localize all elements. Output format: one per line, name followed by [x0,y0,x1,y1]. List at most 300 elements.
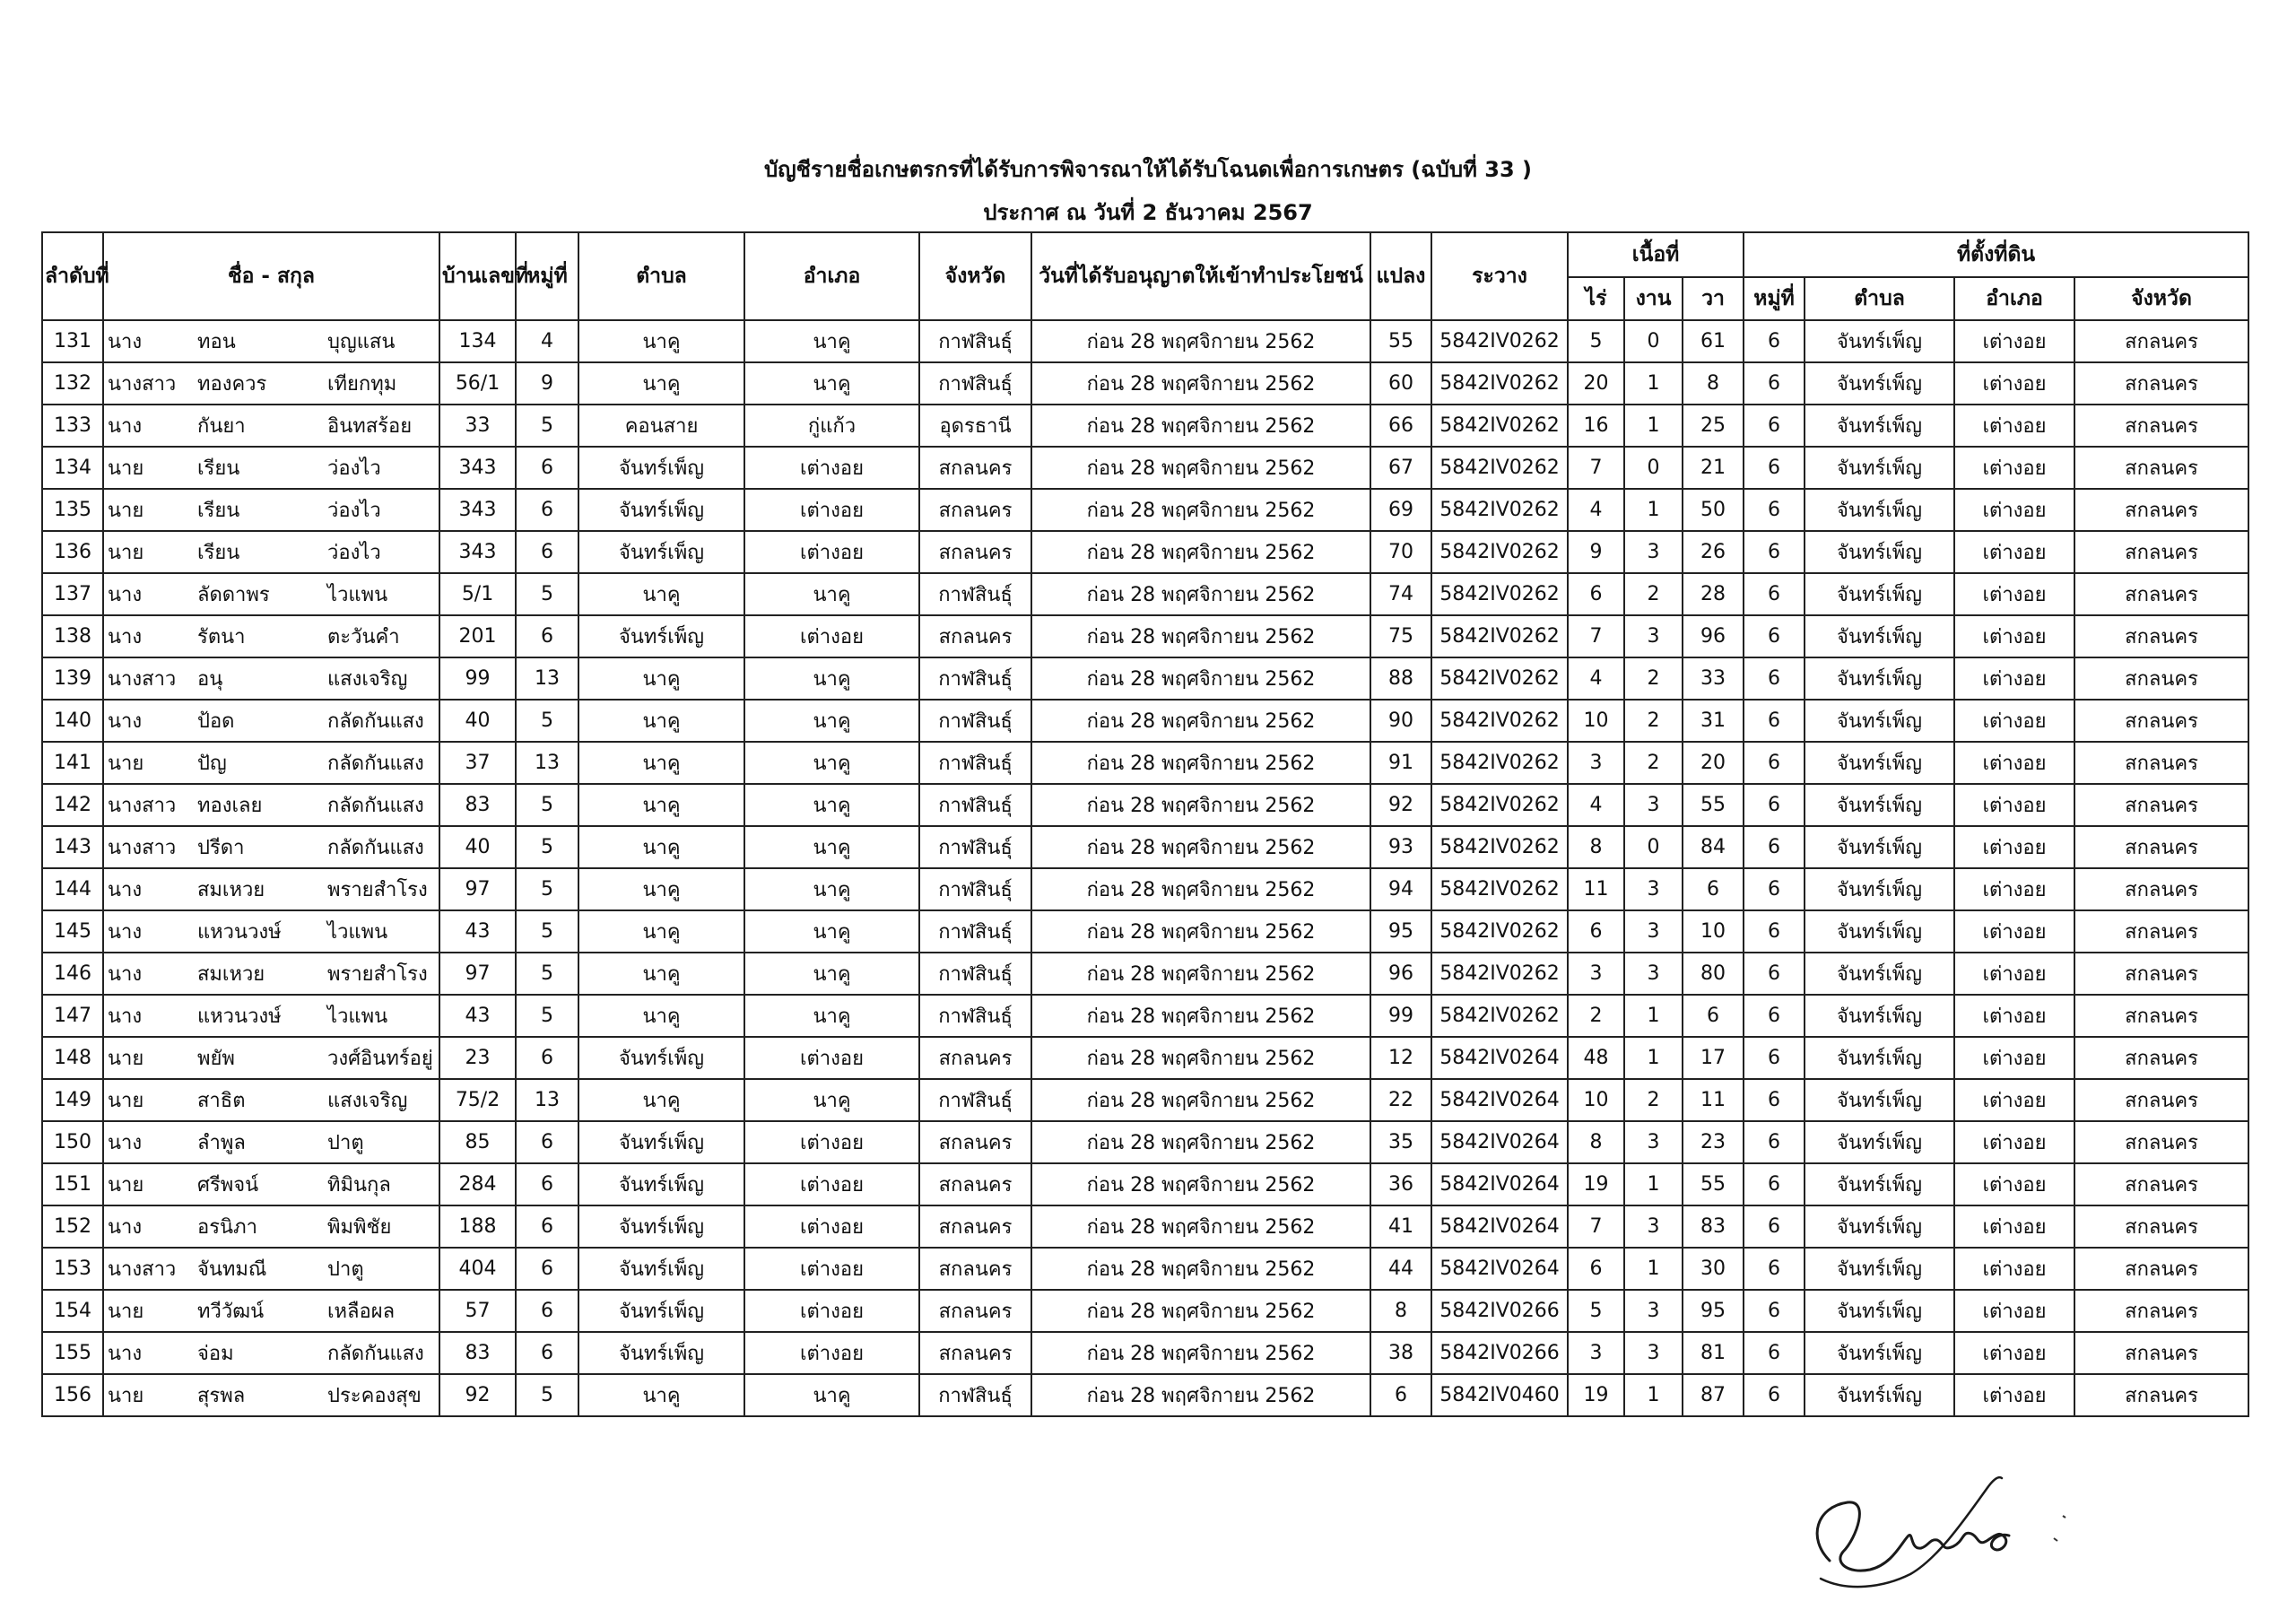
cell-title: นาย [103,1374,188,1416]
cell-wa: 87 [1683,1374,1744,1416]
cell-land-amphoe: เต่างอย [1954,405,2074,447]
cell-land-amphoe: เต่างอย [1954,362,2074,405]
cell-land-moo: 6 [1744,995,1805,1037]
cell-land-tambon: จันทร์เพ็ญ [1805,1290,1954,1332]
table-row [42,826,2248,868]
cell-no: 138 [42,615,103,657]
cell-land-amphoe: เต่างอย [1954,1037,2074,1079]
cell-wa: 28 [1683,573,1744,615]
cell-wa: 33 [1683,657,1744,700]
cell-land-amphoe: เต่างอย [1954,1205,2074,1248]
cell-tambon: จันทร์เพ็ญ [578,1163,744,1205]
table-row [42,784,2248,826]
cell-land-tambon: จันทร์เพ็ญ [1805,573,1954,615]
cell-no: 134 [42,447,103,489]
cell-moo: 6 [516,489,578,531]
cell-wa: 25 [1683,405,1744,447]
cell-tambon: นาคู [578,910,744,953]
cell-sheet: 5842IV0262 [1431,657,1568,700]
cell-land-moo: 6 [1744,489,1805,531]
cell-wa: 50 [1683,489,1744,531]
cell-no: 148 [42,1037,103,1079]
cell-land-province: สกลนคร [2074,1290,2248,1332]
cell-permit-date: ก่อน 28 พฤศจิกายน 2562 [1031,1163,1370,1205]
cell-amphoe: เต่างอย [744,447,919,489]
cell-last-name: พิมพิชัย [300,1205,439,1248]
cell-permit-date: ก่อน 28 พฤศจิกายน 2562 [1031,910,1370,953]
cell-sheet: 5842IV0266 [1431,1290,1568,1332]
cell-amphoe: เต่างอย [744,1121,919,1163]
cell-amphoe: เต่างอย [744,1290,919,1332]
cell-title: นาย [103,1079,188,1121]
cell-ngan: 1 [1624,489,1683,531]
cell-province: กาฬสินธุ์ [919,573,1031,615]
cell-wa: 61 [1683,320,1744,362]
cell-last-name: กลัดกันแสง [300,742,439,784]
cell-rai: 6 [1568,910,1624,953]
cell-house-no: 284 [439,1163,516,1205]
cell-rai: 4 [1568,489,1624,531]
cell-land-amphoe: เต่างอย [1954,1248,2074,1290]
cell-tambon: จันทร์เพ็ญ [578,615,744,657]
cell-land-amphoe: เต่างอย [1954,868,2074,910]
table-row [42,1037,2248,1079]
cell-land-moo: 6 [1744,1079,1805,1121]
signature-image [1794,1453,2099,1610]
cell-no: 147 [42,995,103,1037]
cell-house-no: 85 [439,1121,516,1163]
cell-land-moo: 6 [1744,1037,1805,1079]
cell-amphoe: เต่างอย [744,615,919,657]
cell-land-tambon: จันทร์เพ็ญ [1805,489,1954,531]
cell-no: 154 [42,1290,103,1332]
cell-sheet: 5842IV0264 [1431,1121,1568,1163]
cell-house-no: 343 [439,447,516,489]
cell-plot: 90 [1370,700,1431,742]
cell-land-province: สกลนคร [2074,615,2248,657]
cell-permit-date: ก่อน 28 พฤศจิกายน 2562 [1031,405,1370,447]
cell-last-name: ตะวันคำ [300,615,439,657]
cell-rai: 10 [1568,1079,1624,1121]
cell-plot: 99 [1370,995,1431,1037]
cell-amphoe: เต่างอย [744,489,919,531]
cell-house-no: 43 [439,995,516,1037]
cell-first-name: ปรีดา [188,826,300,868]
cell-amphoe: นาคู [744,742,919,784]
cell-house-no: 23 [439,1037,516,1079]
cell-land-moo: 6 [1744,742,1805,784]
cell-permit-date: ก่อน 28 พฤศจิกายน 2562 [1031,700,1370,742]
cell-land-amphoe: เต่างอย [1954,531,2074,573]
cell-amphoe: นาคู [744,826,919,868]
cell-land-province: สกลนคร [2074,362,2248,405]
cell-rai: 11 [1568,868,1624,910]
cell-tambon: จันทร์เพ็ญ [578,1121,744,1163]
cell-tambon: จันทร์เพ็ญ [578,531,744,573]
cell-ngan: 2 [1624,657,1683,700]
header-wa: วา [1683,277,1744,320]
cell-sheet: 5842IV0262 [1431,531,1568,573]
cell-sheet: 5842IV0262 [1431,700,1568,742]
cell-ngan: 3 [1624,910,1683,953]
cell-last-name: ประคองสุข [300,1374,439,1416]
cell-rai: 7 [1568,1205,1624,1248]
cell-moo: 5 [516,910,578,953]
cell-permit-date: ก่อน 28 พฤศจิกายน 2562 [1031,742,1370,784]
cell-land-tambon: จันทร์เพ็ญ [1805,531,1954,573]
table-row [42,447,2248,489]
cell-land-moo: 6 [1744,1163,1805,1205]
cell-no: 153 [42,1248,103,1290]
cell-first-name: จ่อม [188,1332,300,1374]
cell-province: สกลนคร [919,1248,1031,1290]
cell-house-no: 33 [439,405,516,447]
cell-amphoe: เต่างอย [744,1205,919,1248]
cell-rai: 3 [1568,953,1624,995]
cell-amphoe: เต่างอย [744,531,919,573]
table-row [42,995,2248,1037]
cell-land-province: สกลนคร [2074,531,2248,573]
cell-last-name: ไวแพน [300,995,439,1037]
cell-sheet: 5842IV0264 [1431,1163,1568,1205]
cell-sheet: 5842IV0262 [1431,826,1568,868]
cell-amphoe: นาคู [744,910,919,953]
cell-ngan: 2 [1624,700,1683,742]
cell-land-province: สกลนคร [2074,405,2248,447]
cell-land-province: สกลนคร [2074,1332,2248,1374]
cell-house-no: 40 [439,700,516,742]
cell-plot: 96 [1370,953,1431,995]
cell-land-province: สกลนคร [2074,1163,2248,1205]
document-title: บัญชีรายชื่อเกษตรกรที่ได้รับการพิจารณาให้ได้รับโฉนดเพื่อการเกษตร (ฉบับที่ 33 ) [763,157,1532,182]
cell-title: นาย [103,1037,188,1079]
cell-house-no: 97 [439,868,516,910]
cell-title: นาย [103,531,188,573]
cell-province: กาฬสินธุ์ [919,657,1031,700]
cell-permit-date: ก่อน 28 พฤศจิกายน 2562 [1031,1079,1370,1121]
cell-moo: 5 [516,868,578,910]
cell-no: 145 [42,910,103,953]
cell-land-amphoe: เต่างอย [1954,1374,2074,1416]
cell-title: นาง [103,573,188,615]
cell-no: 141 [42,742,103,784]
cell-land-tambon: จันทร์เพ็ญ [1805,953,1954,995]
cell-wa: 10 [1683,910,1744,953]
cell-ngan: 3 [1624,1290,1683,1332]
table-row [42,1163,2248,1205]
cell-no: 146 [42,953,103,995]
cell-wa: 20 [1683,742,1744,784]
cell-plot: 12 [1370,1037,1431,1079]
cell-land-moo: 6 [1744,405,1805,447]
cell-province: กาฬสินธุ์ [919,1374,1031,1416]
cell-tambon: จันทร์เพ็ญ [578,1290,744,1332]
cell-land-tambon: จันทร์เพ็ญ [1805,1248,1954,1290]
header-sheet: ระวาง [1431,232,1568,320]
header-land-location: ที่ตั้งที่ดิน [1744,232,2248,277]
cell-ngan: 1 [1624,405,1683,447]
cell-wa: 31 [1683,700,1744,742]
cell-plot: 74 [1370,573,1431,615]
cell-province: สกลนคร [919,531,1031,573]
cell-sheet: 5842IV0262 [1431,953,1568,995]
cell-rai: 4 [1568,657,1624,700]
cell-no: 142 [42,784,103,826]
cell-first-name: ป้อด [188,700,300,742]
cell-wa: 80 [1683,953,1744,995]
cell-land-province: สกลนคร [2074,700,2248,742]
cell-last-name: บุญแสน [300,320,439,362]
cell-house-no: 37 [439,742,516,784]
cell-land-moo: 6 [1744,784,1805,826]
cell-land-province: สกลนคร [2074,489,2248,531]
cell-rai: 7 [1568,615,1624,657]
cell-last-name: กลัดกันแสง [300,826,439,868]
cell-plot: 93 [1370,826,1431,868]
table-row [42,1332,2248,1374]
cell-sheet: 5842IV0262 [1431,995,1568,1037]
cell-land-moo: 6 [1744,447,1805,489]
cell-no: 136 [42,531,103,573]
cell-house-no: 40 [439,826,516,868]
cell-permit-date: ก่อน 28 พฤศจิกายน 2562 [1031,573,1370,615]
cell-first-name: รัตนา [188,615,300,657]
table-row [42,1374,2248,1416]
cell-title: นาง [103,615,188,657]
cell-title: นาย [103,489,188,531]
header-permit-date: วันที่ได้รับอนุญาตให้เข้าทำประโยชน์ [1031,232,1370,320]
cell-no: 140 [42,700,103,742]
cell-ngan: 3 [1624,531,1683,573]
cell-land-amphoe: เต่างอย [1954,1290,2074,1332]
cell-ngan: 3 [1624,953,1683,995]
cell-tambon: นาคู [578,700,744,742]
cell-sheet: 5842IV0262 [1431,489,1568,531]
cell-sheet: 5842IV0262 [1431,362,1568,405]
cell-wa: 23 [1683,1121,1744,1163]
table-row [42,405,2248,447]
cell-house-no: 83 [439,784,516,826]
cell-last-name: ไวแพน [300,910,439,953]
cell-last-name: เทียกทุม [300,362,439,405]
table-row [42,362,2248,405]
cell-plot: 67 [1370,447,1431,489]
cell-land-tambon: จันทร์เพ็ญ [1805,447,1954,489]
cell-ngan: 2 [1624,1079,1683,1121]
cell-first-name: ทองเลย [188,784,300,826]
cell-moo: 4 [516,320,578,362]
cell-last-name: ปาตู [300,1248,439,1290]
cell-moo: 5 [516,995,578,1037]
cell-last-name: ว่องไว [300,447,439,489]
cell-no: 151 [42,1163,103,1205]
cell-tambon: จันทร์เพ็ญ [578,1248,744,1290]
cell-rai: 3 [1568,742,1624,784]
cell-land-moo: 6 [1744,953,1805,995]
cell-land-province: สกลนคร [2074,320,2248,362]
cell-first-name: สาธิต [188,1079,300,1121]
cell-province: กาฬสินธุ์ [919,1079,1031,1121]
table-row [42,1248,2248,1290]
cell-amphoe: นาคู [744,953,919,995]
cell-rai: 6 [1568,1248,1624,1290]
cell-land-moo: 6 [1744,573,1805,615]
cell-province: สกลนคร [919,1290,1031,1332]
cell-plot: 38 [1370,1332,1431,1374]
cell-province: กาฬสินธุ์ [919,953,1031,995]
cell-house-no: 43 [439,910,516,953]
table-row [42,868,2248,910]
cell-province: กาฬสินธุ์ [919,700,1031,742]
cell-first-name: กันยา [188,405,300,447]
cell-province: สกลนคร [919,1205,1031,1248]
cell-amphoe: เต่างอย [744,1163,919,1205]
cell-house-no: 75/2 [439,1079,516,1121]
cell-sheet: 5842IV0262 [1431,573,1568,615]
cell-province: สกลนคร [919,1121,1031,1163]
table-row [42,1121,2248,1163]
cell-province: สกลนคร [919,1332,1031,1374]
cell-ngan: 1 [1624,362,1683,405]
cell-plot: 22 [1370,1079,1431,1121]
cell-house-no: 134 [439,320,516,362]
cell-permit-date: ก่อน 28 พฤศจิกายน 2562 [1031,362,1370,405]
cell-last-name: แสงเจริญ [300,657,439,700]
cell-sheet: 5842IV0262 [1431,320,1568,362]
cell-rai: 7 [1568,447,1624,489]
cell-sheet: 5842IV0264 [1431,1037,1568,1079]
cell-province: สกลนคร [919,489,1031,531]
table-row [42,700,2248,742]
cell-house-no: 99 [439,657,516,700]
cell-first-name: ทองควร [188,362,300,405]
cell-title: นาง [103,405,188,447]
header-land-amphoe: อำเภอ [1954,277,2074,320]
cell-land-province: สกลนคร [2074,573,2248,615]
cell-land-tambon: จันทร์เพ็ญ [1805,868,1954,910]
cell-land-amphoe: เต่างอย [1954,1079,2074,1121]
cell-moo: 5 [516,953,578,995]
cell-ngan: 0 [1624,447,1683,489]
cell-title: นาย [103,1163,188,1205]
cell-first-name: เรียน [188,489,300,531]
cell-land-amphoe: เต่างอย [1954,826,2074,868]
cell-plot: 69 [1370,489,1431,531]
cell-land-amphoe: เต่างอย [1954,657,2074,700]
cell-permit-date: ก่อน 28 พฤศจิกายน 2562 [1031,657,1370,700]
cell-tambon: นาคู [578,742,744,784]
cell-amphoe: นาคู [744,995,919,1037]
cell-province: สกลนคร [919,1163,1031,1205]
cell-first-name: อนุ [188,657,300,700]
cell-no: 135 [42,489,103,531]
header-land-province: จังหวัด [2074,277,2248,320]
cell-permit-date: ก่อน 28 พฤศจิกายน 2562 [1031,1248,1370,1290]
cell-ngan: 2 [1624,573,1683,615]
cell-rai: 19 [1568,1163,1624,1205]
table-row [42,910,2248,953]
cell-tambon: นาคู [578,573,744,615]
cell-moo: 13 [516,742,578,784]
cell-title: นาง [103,320,188,362]
table-row [42,1290,2248,1332]
cell-tambon: นาคู [578,657,744,700]
cell-province: กาฬสินธุ์ [919,826,1031,868]
cell-amphoe: นาคู [744,1374,919,1416]
cell-last-name: ไวแพน [300,573,439,615]
cell-wa: 17 [1683,1037,1744,1079]
cell-no: 133 [42,405,103,447]
cell-title: นาง [103,1205,188,1248]
cell-land-amphoe: เต่างอย [1954,615,2074,657]
cell-permit-date: ก่อน 28 พฤศจิกายน 2562 [1031,1332,1370,1374]
header-moo: หมู่ที่ [516,232,578,320]
cell-amphoe: เต่างอย [744,1037,919,1079]
registry-table-body [42,320,2248,1416]
registry-table [41,231,2249,1417]
cell-first-name: แหวนวงษ์ [188,910,300,953]
cell-land-moo: 6 [1744,1332,1805,1374]
cell-no: 143 [42,826,103,868]
cell-first-name: ลำพูล [188,1121,300,1163]
cell-permit-date: ก่อน 28 พฤศจิกายน 2562 [1031,784,1370,826]
cell-land-amphoe: เต่างอย [1954,742,2074,784]
cell-tambon: นาคู [578,868,744,910]
table-row [42,742,2248,784]
cell-last-name: ว่องไว [300,531,439,573]
cell-title: นาง [103,1121,188,1163]
cell-wa: 30 [1683,1248,1744,1290]
cell-permit-date: ก่อน 28 พฤศจิกายน 2562 [1031,995,1370,1037]
cell-moo: 6 [516,531,578,573]
cell-house-no: 83 [439,1332,516,1374]
cell-tambon: นาคู [578,995,744,1037]
cell-land-tambon: จันทร์เพ็ญ [1805,657,1954,700]
cell-wa: 55 [1683,784,1744,826]
cell-land-tambon: จันทร์เพ็ญ [1805,1332,1954,1374]
cell-land-moo: 6 [1744,1290,1805,1332]
cell-title: นาง [103,868,188,910]
cell-first-name: เรียน [188,447,300,489]
cell-land-moo: 6 [1744,531,1805,573]
cell-plot: 94 [1370,868,1431,910]
cell-house-no: 56/1 [439,362,516,405]
cell-plot: 8 [1370,1290,1431,1332]
cell-land-province: สกลนคร [2074,1205,2248,1248]
cell-rai: 48 [1568,1037,1624,1079]
cell-moo: 6 [516,1037,578,1079]
cell-ngan: 3 [1624,1332,1683,1374]
cell-land-amphoe: เต่างอย [1954,447,2074,489]
cell-last-name: พรายสำโรง [300,868,439,910]
cell-sheet: 5842IV0264 [1431,1205,1568,1248]
cell-last-name: วงศ์อินทร์อยู่ [300,1037,439,1079]
cell-land-province: สกลนคร [2074,1037,2248,1079]
cell-permit-date: ก่อน 28 พฤศจิกายน 2562 [1031,1121,1370,1163]
cell-wa: 55 [1683,1163,1744,1205]
cell-land-province: สกลนคร [2074,1079,2248,1121]
cell-tambon: จันทร์เพ็ญ [578,489,744,531]
header-name: ชื่อ - สกุล [103,232,439,320]
cell-house-no: 343 [439,531,516,573]
cell-no: 149 [42,1079,103,1121]
cell-title: นาง [103,700,188,742]
cell-moo: 5 [516,784,578,826]
cell-tambon: จันทร์เพ็ญ [578,1332,744,1374]
cell-land-province: สกลนคร [2074,953,2248,995]
cell-rai: 3 [1568,1332,1624,1374]
cell-moo: 9 [516,362,578,405]
